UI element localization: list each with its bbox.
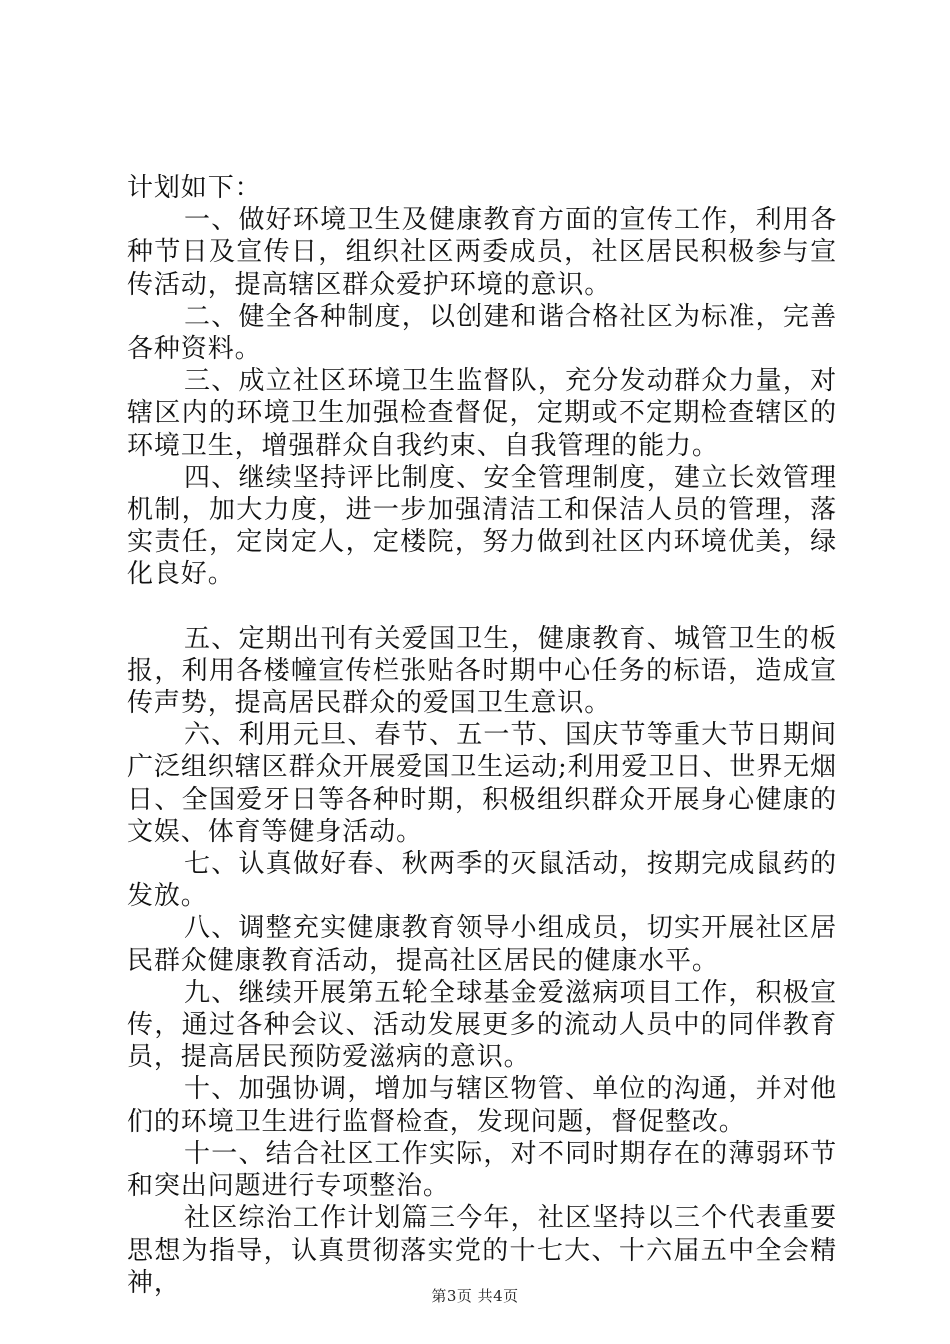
paragraph-item-4: 四、继续坚持评比制度、安全管理制度，建立长效管理机制，加大力度，进一步加强清洁工和保洁人员的管理，落实责任，定岗定人，定楼院，努力做到社区内环境优美，绿化良好。: [127, 462, 837, 590]
paragraph-item-9: 九、继续开展第五轮全球基金爱滋病项目工作，积极宣传，通过各种会议、活动发展更多的流动人员中的同伴教育员，提高居民预防爱滋病的意识。: [127, 977, 837, 1073]
paragraph-next-section: 社区综治工作计划篇三今年，社区坚持以三个代表重要思想为指导，认真贯彻落实党的十七大、十六届五中全会精神，: [127, 1203, 837, 1298]
paragraph-item-6: 六、利用元旦、春节、五一节、国庆节等重大节日期间广泛组织辖区群众开展爱国卫生运动;利用爱卫日、世界无烟日、全国爱牙日等各种时期，积极组织群众开展身心健康的文娱、体育等健身活动。: [127, 720, 837, 847]
paragraph-item-2: 二、健全各种制度，以创建和谐合格社区为标准，完善各种资料。: [127, 301, 837, 365]
document-body: [127, 172, 837, 1299]
paragraph-item-10: 十、加强协调，增加与辖区物管、单位的沟通，并对他们的环境卫生进行监督检查，发现问题，督促整改。: [127, 1074, 837, 1137]
paragraph-intro: 计划如下：: [127, 173, 262, 203]
page-footer: [0, 1286, 950, 1306]
paragraph-item-11: 十一、结合社区工作实际，对不同时期存在的薄弱环节和突出问题进行专项整治。: [127, 1138, 837, 1202]
paragraph-spacer: [127, 591, 837, 623]
paragraph-item-8: 八、调整充实健康教育领导小组成员，切实开展社区居民群众健康教育活动，提高社区居民的健康水平。: [127, 913, 837, 976]
paragraph-item-3: 三、成立社区环境卫生监督队，充分发动群众力量，对辖区内的环境卫生加强检查督促，定期或不定期检查辖区的环境卫生，增强群众自我约束、自我管理的能力。: [127, 366, 837, 461]
paragraph-item-1: 一、做好环境卫生及健康教育方面的宣传工作，利用各种节日及宣传日，组织社区两委成员，社区居民积极参与宣传活动，提高辖区群众爱护环境的意识。: [127, 205, 837, 300]
paragraph-item-7: 七、认真做好春、秋两季的灭鼠活动，按期完成鼠药的发放。: [127, 849, 837, 912]
paragraph-item-5: 五、定期出刊有关爱国卫生，健康教育、城管卫生的板报，利用各楼幢宣传栏张贴各时期中心任务的标语，造成宣传声势，提高居民群众的爱国卫生意识。: [127, 623, 837, 719]
page-number-label: 第3页 共4页: [431, 1287, 519, 1305]
